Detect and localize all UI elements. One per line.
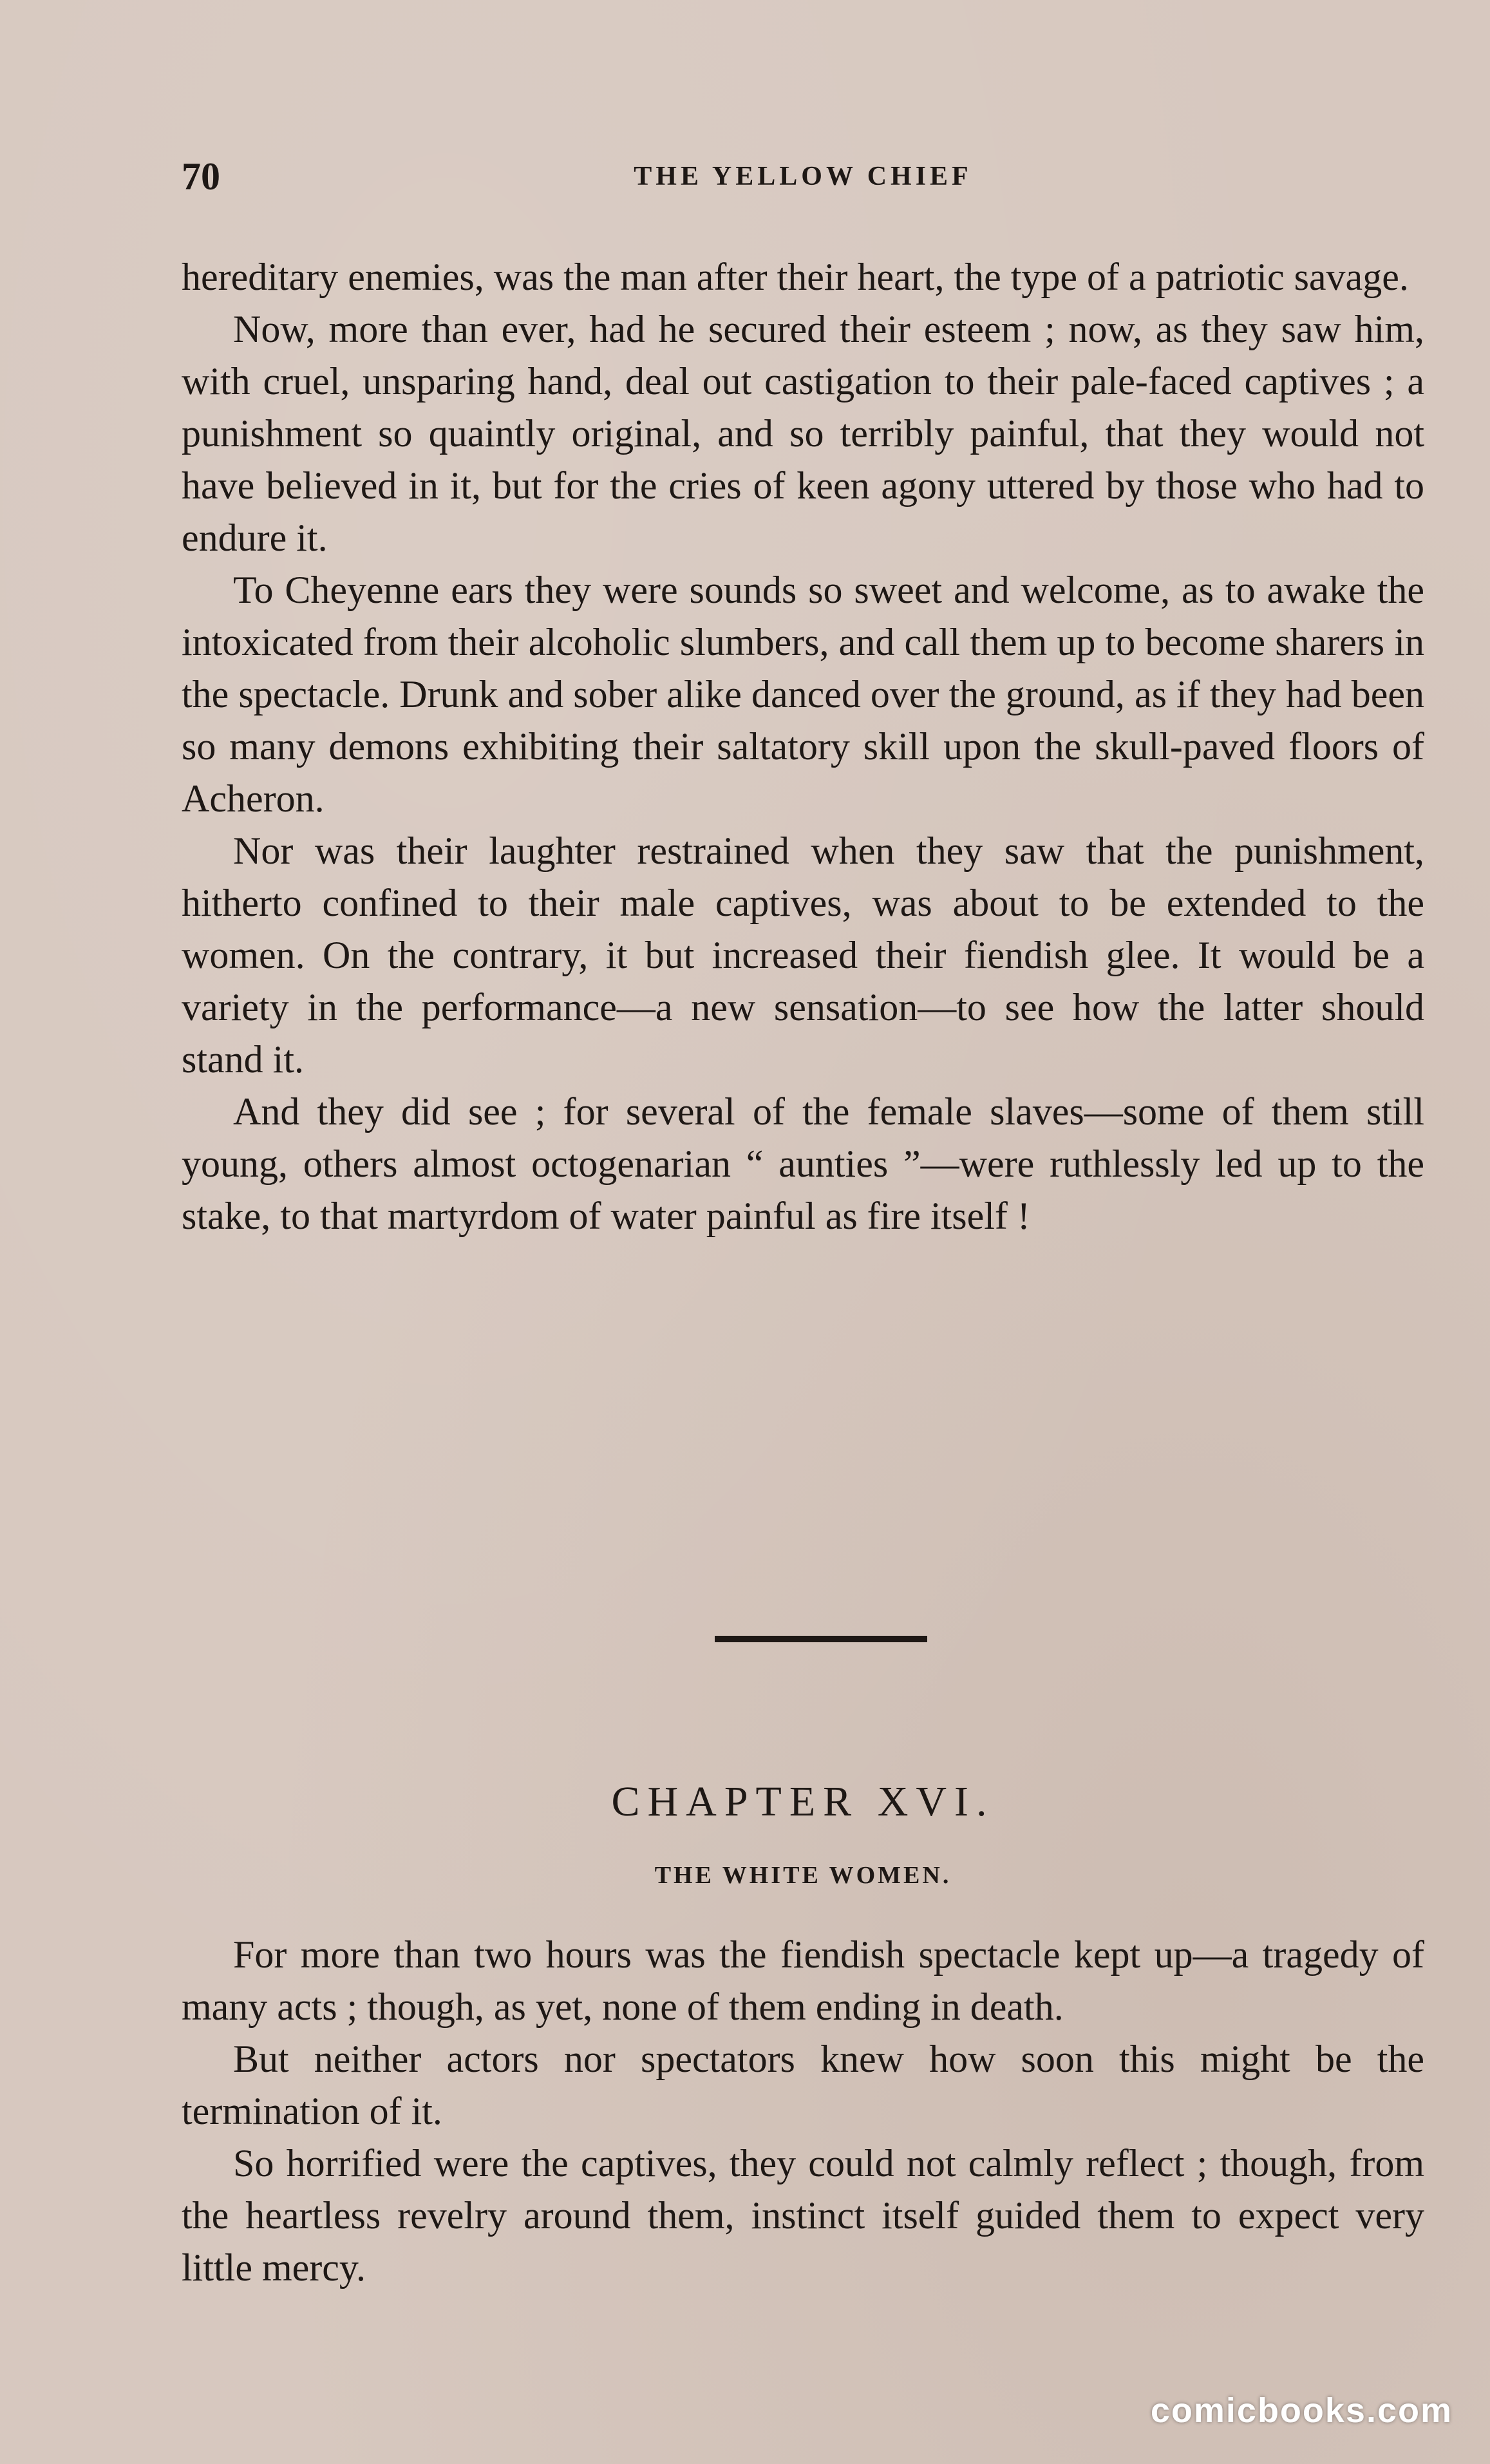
- chapter-paragraph: For more than two hours was the fiendish spectacle kept up—a tragedy of many acts ; though, as yet, none of them ending in death.: [182, 1933, 1424, 2028]
- paragraph: Now, more than ever, had he secured their esteem ; now, as they saw him, with cruel, unsparing hand, deal out castigation to their pale-faced captives ; a punishment so quaintly original, and so terribly painful, that they would not have believed in it, but for the cries of keen agony uttered by those who had to endure it.: [182, 308, 1424, 559]
- chapter-text: [182, 1929, 1424, 2294]
- running-title: THE YELLOW CHIEF: [634, 162, 972, 191]
- chapter-title: CHAPTER XVI.: [611, 1778, 995, 1825]
- page-number: 70: [182, 155, 220, 198]
- paragraph: And they did see ; for several of the female slaves—some of them still young, others almost octogenarian “ aunties ”—were ruthlessly led up to the stake, to that martyrdom of water painful as fire itself !: [182, 1090, 1424, 1237]
- chapter-paragraph: But neither actors nor spectators knew how soon this might be the termination of it.: [182, 2038, 1424, 2132]
- paragraph: To Cheyenne ears they were sounds so sweet and welcome, as to awake the intoxicated from their alcoholic slumbers, and call them up to become sharers in the spectacle. Drunk and sober alike danced over the ground, as if they had been so many demons exhibiting their saltatory skill upon the skull-paved floors of Acheron.: [182, 569, 1424, 820]
- chapter-paragraph: So horrified were the captives, they could not calmly reflect ; though, from the heartless revelry around them, instinct itself guided them to expect very little mercy.: [182, 2142, 1424, 2289]
- body-text: [182, 251, 1424, 1242]
- chapter-subtitle: THE WHITE WOMEN.: [654, 1862, 952, 1889]
- running-head: [182, 155, 1424, 206]
- watermark: comicbooks.com: [1150, 2391, 1453, 2430]
- paragraph: Nor was their laughter restrained when they saw that the punishment, hitherto confined to their male captives, was about to be extended to the women. On the contrary, it but increased their fiendish glee. It would be a variety in the performance—a new sensation—to see how the latter should stand it.: [182, 829, 1424, 1081]
- section-divider: [715, 1636, 927, 1642]
- paragraph: hereditary enemies, was the man after their heart, the type of a patriotic savage.: [182, 256, 1409, 298]
